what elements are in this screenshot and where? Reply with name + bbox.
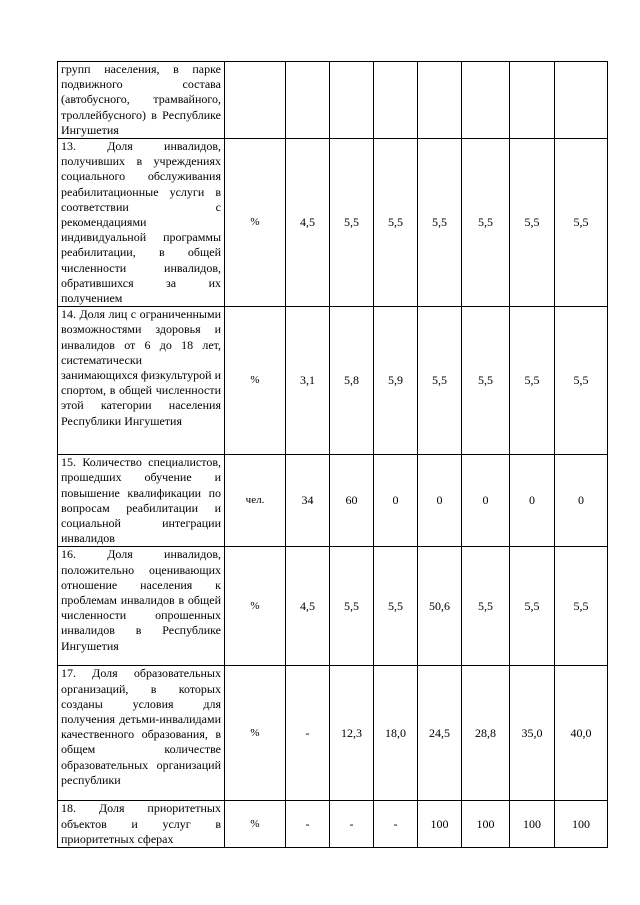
table-row xyxy=(58,62,608,139)
indicator-value: 0 xyxy=(418,455,462,547)
indicator-value: 0 xyxy=(555,455,608,547)
indicator-value xyxy=(510,62,555,139)
indicator-unit: % xyxy=(225,547,286,666)
indicator-value: 24,5 xyxy=(418,666,462,801)
indicator-value xyxy=(418,62,462,139)
indicator-value: 5,5 xyxy=(555,139,608,307)
indicator-value: 5,5 xyxy=(374,547,418,666)
indicator-value: - xyxy=(286,801,330,848)
indicator-description: 16. Доля инвалидов, положительно оценивающих отношение населения к проблемам инвалидов в общей численности опрошенных инвалидов в Республике Ингушетия xyxy=(58,547,225,666)
indicator-value: 5,5 xyxy=(418,307,462,455)
indicator-description: 17. Доля образовательных организаций, в которых созданы условия для получения детьми-инвалидами качественного образования, в общем количестве образовательных организаций республики xyxy=(58,666,225,801)
indicator-value: 4,5 xyxy=(286,139,330,307)
indicator-value: - xyxy=(374,801,418,848)
indicator-value: 12,3 xyxy=(330,666,374,801)
indicator-value: 3,1 xyxy=(286,307,330,455)
indicator-value: 50,6 xyxy=(418,547,462,666)
indicator-description: групп населения, в парке подвижного состава (автобусного, трамвайного, троллейбусного) в Республике Ингушетия xyxy=(58,62,225,139)
indicator-unit: % xyxy=(225,666,286,801)
indicator-value: 100 xyxy=(510,801,555,848)
indicator-unit: % xyxy=(225,139,286,307)
indicator-value: 34 xyxy=(286,455,330,547)
indicator-unit xyxy=(225,62,286,139)
indicator-value: 5,5 xyxy=(510,307,555,455)
indicator-value: 5,5 xyxy=(462,307,510,455)
indicator-unit: % xyxy=(225,801,286,848)
indicator-value: 40,0 xyxy=(555,666,608,801)
table-row xyxy=(58,666,608,801)
indicator-value: 0 xyxy=(510,455,555,547)
indicators-table xyxy=(57,61,608,848)
indicator-value: 5,5 xyxy=(555,547,608,666)
indicator-value: 5,5 xyxy=(330,139,374,307)
table-row xyxy=(58,139,608,307)
indicator-value: 28,8 xyxy=(462,666,510,801)
indicator-value: 100 xyxy=(418,801,462,848)
indicator-value: 0 xyxy=(462,455,510,547)
indicator-value: 35,0 xyxy=(510,666,555,801)
indicator-value: 5,5 xyxy=(330,547,374,666)
indicator-value: 60 xyxy=(330,455,374,547)
indicator-description: 14. Доля лиц с ограниченными возможностями здоровья и инвалидов от 6 до 18 лет, систематически занимающихся физкультурой и спортом, в общей численности этой категории населения Республики Ингушетия xyxy=(58,307,225,455)
indicator-value xyxy=(286,62,330,139)
indicator-description: 15. Количество специалистов, прошедших обучение и повышение квалификации по вопросам реабилитации и социальной интеграции инвалидов xyxy=(58,455,225,547)
indicator-value: 5,5 xyxy=(374,139,418,307)
table-row xyxy=(58,307,608,455)
indicator-value: 5,5 xyxy=(510,547,555,666)
indicator-unit: % xyxy=(225,307,286,455)
indicator-value: 100 xyxy=(555,801,608,848)
indicator-value: - xyxy=(286,666,330,801)
table-row xyxy=(58,801,608,848)
indicator-value xyxy=(555,62,608,139)
indicator-value: 100 xyxy=(462,801,510,848)
indicator-description: 18. Доля приоритетных объектов и услуг в приоритетных сферах xyxy=(58,801,225,848)
indicator-value: 5,8 xyxy=(330,307,374,455)
indicator-unit: чел. xyxy=(225,455,286,547)
indicator-value: 18,0 xyxy=(374,666,418,801)
table-row xyxy=(58,547,608,666)
indicator-value: 5,5 xyxy=(418,139,462,307)
indicator-value xyxy=(374,62,418,139)
indicator-value: 4,5 xyxy=(286,547,330,666)
indicator-value xyxy=(462,62,510,139)
indicator-description: 13. Доля инвалидов, получивших в учреждениях социального обслуживания реабилитационные услуги в соответствии с рекомендациями индивидуальной программы реабилитации, в общей численности инвалидов, обратившихся за их получением xyxy=(58,139,225,307)
indicator-value xyxy=(330,62,374,139)
indicator-value: 5,5 xyxy=(555,307,608,455)
indicator-value: 5,5 xyxy=(462,547,510,666)
indicator-value: 0 xyxy=(374,455,418,547)
indicator-value: 5,5 xyxy=(462,139,510,307)
indicator-value: - xyxy=(330,801,374,848)
indicator-value: 5,5 xyxy=(510,139,555,307)
indicator-value: 5,9 xyxy=(374,307,418,455)
table-row xyxy=(58,455,608,547)
